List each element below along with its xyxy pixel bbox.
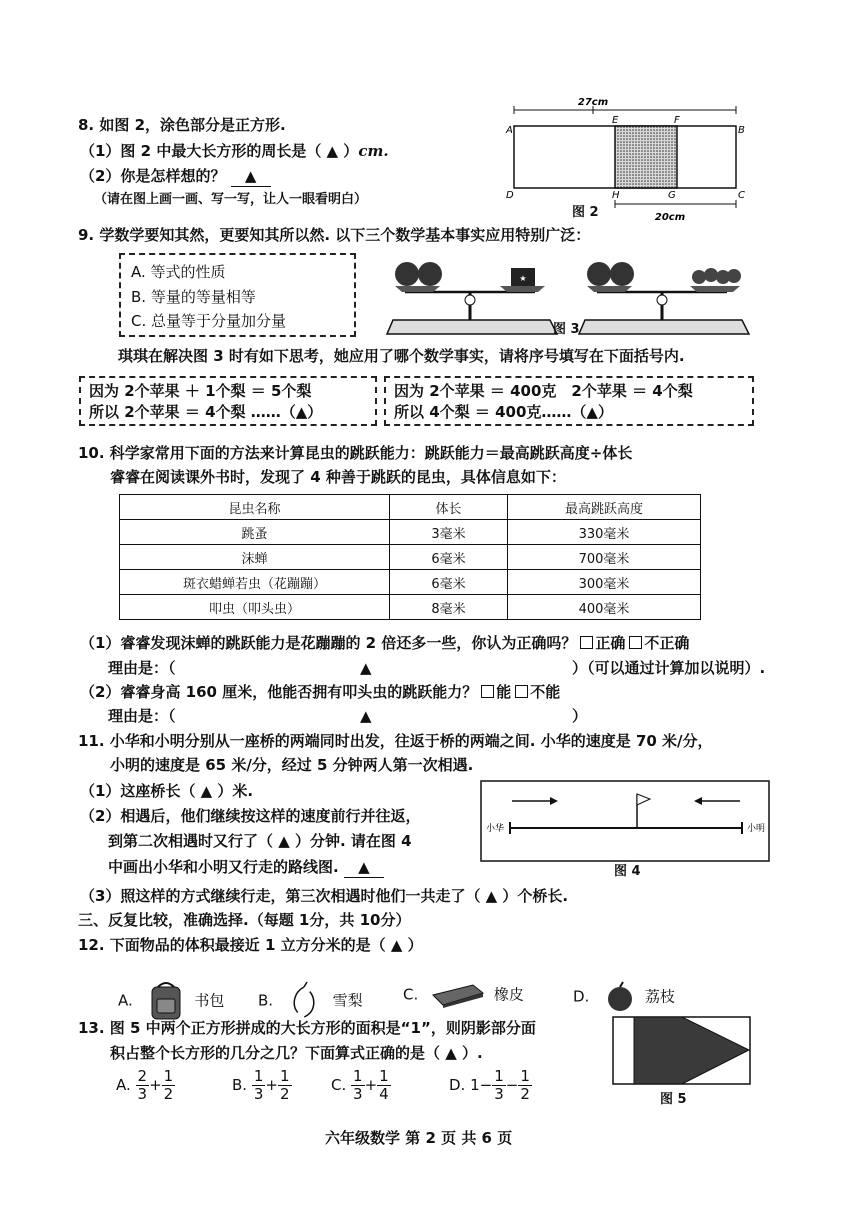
- table-cell: 沫蝉: [120, 545, 390, 570]
- q9-left-line1: 因为 2个苹果 ＋ 1个梨 ＝ 5个梨: [89, 382, 312, 400]
- fraction: $\frac{2}{3}$: [137, 1067, 148, 1103]
- balance-right: [579, 262, 749, 334]
- fig2-caption: 图 2: [572, 205, 599, 220]
- pear-icon: [284, 981, 324, 1021]
- table-row: [120, 595, 701, 620]
- q10-reason2-label: 理由是：（: [108, 707, 176, 725]
- pear-icon: [692, 270, 706, 284]
- q9-title: 9. 学数学要知其然，更要知其所以然. 以下三个数学基本事实应用特别广泛：: [78, 226, 591, 244]
- figure-4: [480, 780, 770, 862]
- table-cell: 3毫米: [390, 520, 508, 545]
- balance-base-icon: [579, 320, 749, 334]
- q11-line2: 小明的速度是 65 米/分，经过 5 分钟两人第一次相遇.: [110, 756, 474, 774]
- q11-part2b[interactable]: 到第二次相遇时又行了（ ▲ ）分钟. 请在图 4: [108, 832, 412, 850]
- q9-right-line1: 因为 2个苹果 ＝ 400克 2个苹果 ＝ 4个梨: [394, 382, 693, 400]
- q10-reason2-tail: ）: [572, 707, 588, 725]
- fig2-pt-G: G: [668, 190, 676, 201]
- schoolbag-icon: [146, 981, 186, 1021]
- q9-left-line2[interactable]: 所以 2个苹果 ＝ 4个梨 ……（▲）: [89, 403, 323, 421]
- apple-icon: [418, 262, 442, 286]
- fig2-pt-B: B: [738, 125, 745, 136]
- fig4-frame: [481, 781, 769, 861]
- fig4-label-xiaohua: 小华: [485, 824, 505, 834]
- q9-prompt: 琪琪在解决图 3 时有如下思考，她应用了哪个数学事实，请将序号填写在下面括号内.: [118, 347, 685, 365]
- q10-reason1-answer[interactable]: ▲: [360, 659, 372, 677]
- fraction: $\frac{1}{4}$: [379, 1067, 389, 1103]
- apple-icon: [395, 262, 419, 286]
- table-row: [120, 520, 701, 545]
- table-cell: 6毫米: [390, 570, 508, 595]
- q9-right-line2[interactable]: 所以 4个梨 ＝ 400克……（▲）: [394, 403, 613, 421]
- q9-option-c: C. 总量等于分量加分量: [131, 312, 287, 330]
- figure-5: [612, 1016, 752, 1086]
- pear-icon: [727, 269, 741, 283]
- fraction: $\frac{1}{3}$: [253, 1067, 264, 1103]
- q11-part2a: （2）相遇后，他们继续按这样的速度前行并往返，: [80, 807, 421, 825]
- fig2-label-20: 20cm: [654, 212, 686, 222]
- fraction: $\frac{1}{3}$: [353, 1067, 363, 1103]
- table-cell: 400毫米: [508, 595, 701, 620]
- q9-right-box: [384, 376, 754, 426]
- fraction: $\frac{1}{2}$: [279, 1067, 290, 1103]
- q12-option-b[interactable]: B. 雪梨: [258, 981, 363, 1021]
- q12-option-c[interactable]: C. 橡皮: [403, 981, 524, 1009]
- table-cell: 700毫米: [508, 545, 701, 570]
- fraction: $\frac{1}{2}$: [163, 1067, 174, 1103]
- q10-title: 10. 科学家常用下面的方法来计算昆虫的跳跃能力：跳跃能力＝最高跳跃高度÷体长: [78, 444, 633, 462]
- table-header-row: [120, 495, 701, 520]
- figure-2: [500, 96, 750, 222]
- eraser-icon: [429, 981, 485, 1009]
- page-footer: 六年级数学 第 2 页 共 6 页: [325, 1129, 513, 1147]
- q10-part2: （2）睿睿身高 160 厘米，他能否拥有叩头虫的跳跃能力？ 能 不能: [80, 683, 561, 701]
- q9-option-a: A. 等式的性质: [131, 263, 226, 281]
- table-cell: 330毫米: [508, 520, 701, 545]
- q12-option-a[interactable]: A. 书包: [118, 981, 224, 1021]
- pear-icon: [704, 268, 718, 282]
- q8-title: 8. 如图 2，涂色部分是正方形.: [78, 116, 286, 134]
- fraction: $\frac{1}{3}$: [494, 1067, 504, 1103]
- q8-part2: （2）你是怎样想的？ ▲: [80, 166, 271, 187]
- q12-option-d[interactable]: D. 荔枝: [573, 981, 675, 1013]
- q8-part1: （1）图 2 中最大长方形的周长是（ ▲ ）cm.: [80, 142, 389, 160]
- fig2-label-27: 27cm: [577, 97, 609, 108]
- fig2-pt-F: F: [674, 115, 680, 126]
- apple-icon: [587, 262, 611, 286]
- checkbox-can[interactable]: [481, 685, 494, 698]
- lychee-icon: [604, 981, 636, 1013]
- label-incorrect: 不正确: [644, 634, 690, 652]
- q10-line2: 睿睿在阅读课外书时，发现了 4 种善于跳跃的昆虫，具体信息如下：: [110, 468, 566, 486]
- q13-option-d[interactable]: D. 1− $\frac{1}{3}$ − $\frac{1}{2}$: [449, 1067, 530, 1103]
- q10-part1: （1）睿睿发现沫蝉的跳跃能力是花蹦蹦的 2 倍还多一些，你认为正确吗？ 正确 不正确: [80, 634, 690, 652]
- table-header: 昆虫名称: [120, 495, 390, 520]
- q11-part1[interactable]: （1）这座桥长（ ▲ ）米.: [80, 782, 254, 800]
- q13-title: 13. 图 5 中两个正方形拼成的大长方形的面积是“1”，则阴影部分面: [78, 1019, 536, 1037]
- fraction: $\frac{1}{2}$: [520, 1067, 530, 1103]
- q10-reason1-label: 理由是：（: [108, 659, 176, 677]
- label-cannot: 不能: [530, 683, 561, 701]
- q13-option-b[interactable]: B. $\frac{1}{3}$ + $\frac{1}{2}$: [232, 1067, 290, 1103]
- q8-answer-blank[interactable]: ▲: [231, 166, 271, 187]
- q8-hint: （请在图上画一画、写一写，让人一眼看明白）: [94, 192, 368, 207]
- q11-title: 11. 小华和小明分别从一座桥的两端同时出发，往返于桥的两端之间. 小华的速度是 70 米/分，: [78, 732, 713, 750]
- table-cell: 8毫米: [390, 595, 508, 620]
- fig2-pt-H: H: [612, 190, 620, 201]
- label-correct: 正确: [595, 634, 626, 652]
- table-cell: 叩虫（叩头虫）: [120, 595, 390, 620]
- insect-table: [119, 494, 701, 620]
- checkbox-cannot[interactable]: [515, 685, 528, 698]
- fig4-caption: 图 4: [614, 864, 641, 879]
- q11-part3[interactable]: （3）照这样的方式继续行走，第三次相遇时他们一共走了（ ▲ ）个桥长.: [80, 887, 569, 905]
- label-can: 能: [496, 683, 512, 701]
- q9-left-box: [79, 376, 377, 426]
- table-header: 最高跳跃高度: [508, 495, 701, 520]
- apple-icon: [610, 262, 634, 286]
- table-cell: 6毫米: [390, 545, 508, 570]
- q12-title: 12. 下面物品的体积最接近 1 立方分米的是（ ▲ ）: [78, 936, 423, 954]
- fig2-pt-A: A: [506, 125, 513, 136]
- section-3-heading: 三、反复比较，准确选择.（每题 1分，共 10分）: [78, 911, 411, 929]
- q9-option-b: B. 等量的等量相等: [131, 288, 256, 306]
- checkbox-incorrect[interactable]: [629, 636, 642, 649]
- table-cell: 300毫米: [508, 570, 701, 595]
- q10-reason2-answer[interactable]: ▲: [360, 707, 372, 725]
- fig2-pt-D: D: [506, 190, 514, 201]
- table-row: [120, 570, 701, 595]
- table-header: 体长: [390, 495, 508, 520]
- q11-part2c: 中画出小华和小明又行走的路线图. ▲: [108, 857, 384, 878]
- q9-options-box: [119, 253, 356, 337]
- balance-left: [387, 262, 557, 334]
- q11-drawing-blank[interactable]: ▲: [344, 857, 384, 878]
- balance-base-icon: [387, 320, 557, 334]
- fig2-square-shaded: [615, 126, 677, 188]
- fig4-label-xiaoming: 小明: [746, 824, 766, 834]
- q8-unit: cm.: [358, 142, 389, 160]
- q10-reason1-tail: ）（可以通过计算加以说明）.: [572, 659, 766, 677]
- table-cell: 跳蚤: [120, 520, 390, 545]
- svg-text:★: ★: [519, 274, 527, 283]
- fig2-pt-E: E: [612, 115, 619, 126]
- table-cell: 斑衣蜡蝉若虫（花蹦蹦）: [120, 570, 390, 595]
- q13-option-c[interactable]: C. $\frac{1}{3}$ + $\frac{1}{4}$: [331, 1067, 389, 1103]
- fig3-caption: 图 3: [553, 322, 580, 337]
- q13-line2: 积占整个长方形的几分之几？下面算式正确的是（ ▲ ）.: [110, 1044, 483, 1062]
- table-row: [120, 545, 701, 570]
- fig2-pt-C: C: [738, 190, 745, 201]
- q13-option-a[interactable]: A. $\frac{2}{3}$ + $\frac{1}{2}$: [116, 1067, 174, 1103]
- fig5-caption: 图 5: [660, 1092, 687, 1107]
- checkbox-correct[interactable]: [580, 636, 593, 649]
